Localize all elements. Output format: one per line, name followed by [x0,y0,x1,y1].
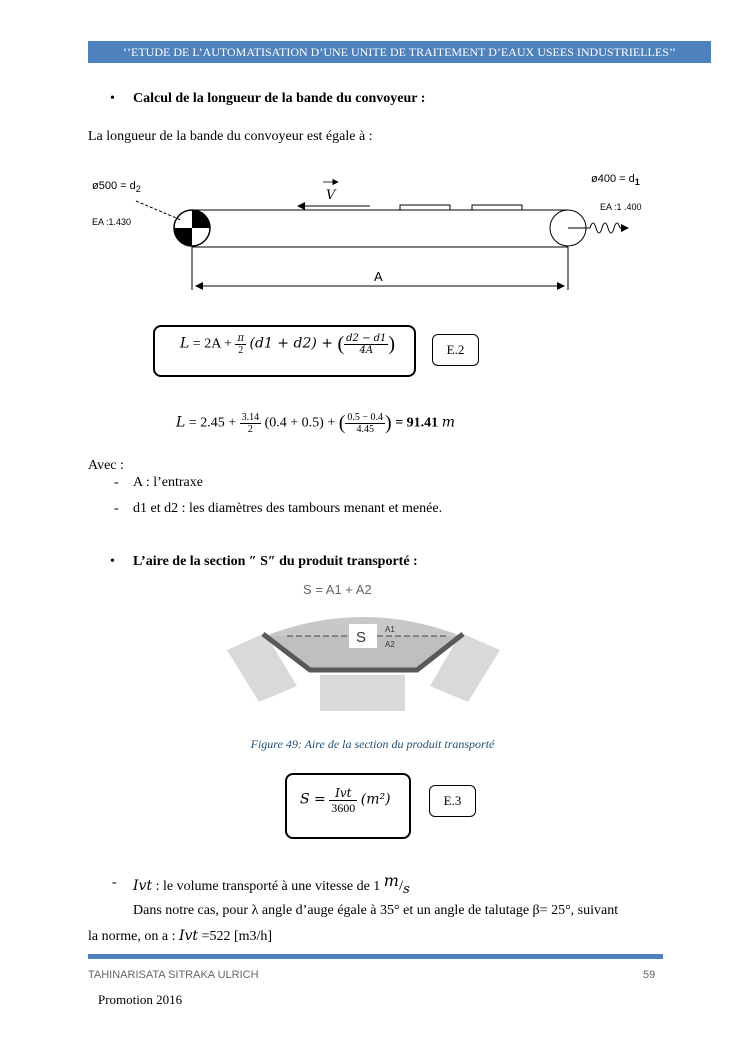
d2-subscript: 2 [135,184,141,194]
formula-e2-pi-num: π [237,333,245,344]
formula-e2-eq: = 2A + [192,336,236,352]
formula-e2: L = 2A + $\frac{\pi}{2}$ (d1 + d2) + ( $\frac{d2 - d1}{4A}$ ) [180,333,396,356]
def-item-entraxe: A : l’entraxe [133,475,203,490]
d1-label: ø400 = d [591,173,635,185]
calc-frac2 [345,412,385,435]
formula-e2-pi-frac [235,333,246,356]
ivt-symbol: Ivt [133,878,153,894]
calc-result: = 91.41 [395,415,439,431]
driven-drum-right [550,210,628,246]
running-header: ‘’ETUDE DE L’AUTOMATISATION D’UNE UNITE DE TRAITEMENT D’EAUX USEES INDUSTRIELLES’’ [88,41,711,63]
ivt-text: : le volume transporté à une vitesse de 1 [152,879,384,894]
section-equation: S = A1 + A2 [303,582,372,597]
calc-frac1 [240,412,262,435]
paragraph-value: =522 [m3/h] [198,929,273,944]
formula-e3 [300,786,391,815]
footer-promotion: Promotion 2016 [98,992,183,1007]
section-area-figure [225,578,505,713]
formula-e3-num: Ivt [329,786,357,801]
ivt-unit-num: m [383,871,399,890]
formula-e3-lhs: S = [300,791,326,808]
section-title-belt-length: Calcul de la longueur de la bande du convoyeur : [133,91,426,106]
paragraph-prefix: la norme, on a : [88,929,179,944]
ea-left-label: EA :1.430 [92,217,132,227]
a1-label: A1 [385,625,395,634]
d1-subscript: 1 [634,177,640,187]
calc-lhs: L [176,414,186,431]
velocity-label: V [326,188,336,203]
formula-e2-lhs: L [180,335,190,352]
formula-e2-frac-den: 4A [359,345,374,356]
svg-text:ø500 = d2 [92,180,141,194]
belt-load-1 [400,205,450,210]
paragraph-line-2 [88,927,272,946]
footer-author: TAHINARISATA SITRAKA ULRICH [88,969,259,981]
footer-rule [88,954,663,959]
conveyor-diagram [88,165,678,295]
calc-den1: 2 [247,424,253,435]
s-label: S [356,629,367,646]
formula-e3-unit: (m²) [360,791,391,808]
bullet-icon: • [110,554,115,569]
svg-text:ø400 = d1 [591,173,640,187]
belt-load-2 [472,205,522,210]
avec-label: Avec : [88,458,124,473]
calc-part1: = 2.45 + [188,415,240,431]
def-item-diameters: d1 et d2 : les diamètres des tambours menant et menée. [133,501,443,516]
a2-label: A2 [385,640,395,649]
page-number: 59 [643,969,656,981]
calculation-line: L = 2.45 + $\frac{3.14}{2}$ (0.4 + 0.5) + ( $\frac{0.5 - 0.4}{4.45}$ ) = 91.41 m [176,412,455,435]
formula-e2-paren: (d1 + d2) + [249,335,338,352]
def-dash-1: - [114,475,119,490]
formula-e3-frac [329,786,357,815]
equation-label-e2: E.2 [432,334,479,366]
d2-label: ø500 = d [92,180,136,192]
figure-caption: Figure 49: Aire de la section du produit transporté [250,737,495,751]
ivt-unit-den: s [403,882,410,897]
ivt-dash: - [112,875,117,890]
calc-den2: 4.45 [356,424,374,435]
section-title-section-area: L’aire de la section ″ S″ du produit transporté : [133,554,418,569]
paragraph-ivt: Ivt [178,928,199,944]
ivt-definition: Ivt : le volume transporté à une vitesse de 1 m/s [133,871,410,897]
calc-part2: (0.4 + 0.5) + [264,415,339,431]
distance-a-label: A [374,269,383,284]
ea-right-label: EA :1 .400 [600,202,642,212]
calc-num2: 0.5 − 0.4 [347,412,384,423]
intro-text: La longueur de la bande du convoyeur est égale à : [88,129,373,144]
drive-drum-left [174,210,210,246]
paragraph-line-1: Dans notre cas, pour λ angle d’auge égale à 35° et un angle de talutage β= 25°, suivant [133,903,619,918]
formula-e2-frac [344,333,388,356]
bullet-icon: • [110,91,115,106]
calc-unit: m [441,414,455,431]
formula-e2-pi-den: 2 [238,345,244,356]
calc-num1: 3.14 [241,412,260,423]
idler-center [320,675,405,711]
formula-e2-frac-num: d2 − d1 [346,333,387,344]
def-dash-2: - [114,501,119,516]
formula-e3-den: 3600 [331,801,356,815]
equation-label-e3: E.3 [429,785,476,817]
